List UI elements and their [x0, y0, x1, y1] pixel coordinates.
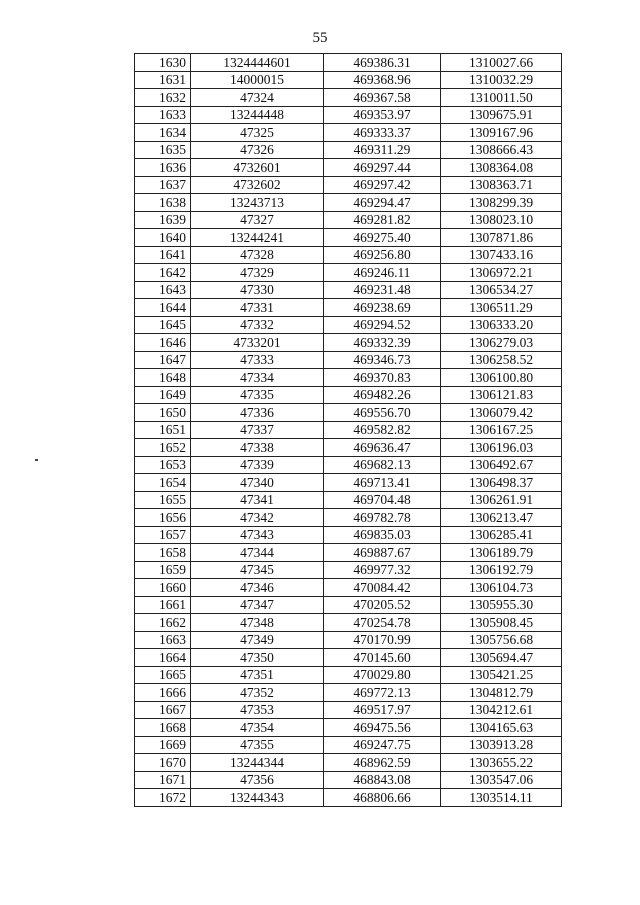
point-code-cell: 47326	[191, 141, 324, 159]
table-row	[135, 89, 562, 107]
table-row	[135, 596, 562, 614]
table-row	[135, 316, 562, 334]
x-coordinate-cell: 468806.66	[324, 789, 441, 807]
point-number-cell: 1647	[135, 351, 191, 369]
point-code-cell: 47354	[191, 719, 324, 737]
point-number-cell: 1660	[135, 579, 191, 597]
point-code-cell: 47334	[191, 369, 324, 387]
point-code-cell: 4732602	[191, 176, 324, 194]
x-coordinate-cell: 469782.78	[324, 509, 441, 527]
table-row	[135, 334, 562, 352]
x-coordinate-cell: 470254.78	[324, 614, 441, 632]
y-coordinate-cell: 1306279.03	[441, 334, 562, 352]
point-number-cell: 1633	[135, 106, 191, 124]
y-coordinate-cell: 1303655.22	[441, 754, 562, 772]
y-coordinate-cell: 1308364.08	[441, 159, 562, 177]
x-coordinate-cell: 469311.29	[324, 141, 441, 159]
point-code-cell: 47335	[191, 386, 324, 404]
y-coordinate-cell: 1303913.28	[441, 736, 562, 754]
table-row	[135, 229, 562, 247]
x-coordinate-cell: 469556.70	[324, 404, 441, 422]
point-code-cell: 47332	[191, 316, 324, 334]
x-coordinate-cell: 469582.82	[324, 421, 441, 439]
point-number-cell: 1643	[135, 281, 191, 299]
point-number-cell: 1645	[135, 316, 191, 334]
table-row	[135, 561, 562, 579]
point-code-cell: 47344	[191, 544, 324, 562]
x-coordinate-cell: 469977.32	[324, 561, 441, 579]
point-code-cell: 13244344	[191, 754, 324, 772]
point-number-cell: 1652	[135, 439, 191, 457]
point-number-cell: 1655	[135, 491, 191, 509]
y-coordinate-cell: 1305756.68	[441, 631, 562, 649]
x-coordinate-cell: 468962.59	[324, 754, 441, 772]
point-number-cell: 1669	[135, 736, 191, 754]
point-number-cell: 1662	[135, 614, 191, 632]
point-code-cell: 47327	[191, 211, 324, 229]
x-coordinate-cell: 469367.58	[324, 89, 441, 107]
y-coordinate-cell: 1307433.16	[441, 246, 562, 264]
point-number-cell: 1663	[135, 631, 191, 649]
x-coordinate-cell: 469238.69	[324, 299, 441, 317]
coordinates-table-body	[135, 54, 562, 807]
y-coordinate-cell: 1303547.06	[441, 771, 562, 789]
point-number-cell: 1657	[135, 526, 191, 544]
x-coordinate-cell: 469246.11	[324, 264, 441, 282]
point-number-cell: 1672	[135, 789, 191, 807]
y-coordinate-cell: 1306534.27	[441, 281, 562, 299]
x-coordinate-cell: 470170.99	[324, 631, 441, 649]
y-coordinate-cell: 1308363.71	[441, 176, 562, 194]
y-coordinate-cell: 1305694.47	[441, 649, 562, 667]
point-code-cell: 47324	[191, 89, 324, 107]
point-code-cell: 13243713	[191, 194, 324, 212]
y-coordinate-cell: 1310027.66	[441, 54, 562, 72]
x-coordinate-cell: 469247.75	[324, 736, 441, 754]
y-coordinate-cell: 1306285.41	[441, 526, 562, 544]
point-code-cell: 47325	[191, 124, 324, 142]
x-coordinate-cell: 469297.42	[324, 176, 441, 194]
y-coordinate-cell: 1306492.67	[441, 456, 562, 474]
point-number-cell: 1631	[135, 71, 191, 89]
x-coordinate-cell: 469333.37	[324, 124, 441, 142]
y-coordinate-cell: 1306258.52	[441, 351, 562, 369]
y-coordinate-cell: 1306167.25	[441, 421, 562, 439]
point-code-cell: 13244343	[191, 789, 324, 807]
x-coordinate-cell: 470205.52	[324, 596, 441, 614]
table-row	[135, 701, 562, 719]
point-code-cell: 47338	[191, 439, 324, 457]
point-code-cell: 47350	[191, 649, 324, 667]
x-coordinate-cell: 468843.08	[324, 771, 441, 789]
y-coordinate-cell: 1306100.80	[441, 369, 562, 387]
x-coordinate-cell: 469346.73	[324, 351, 441, 369]
point-number-cell: 1649	[135, 386, 191, 404]
y-coordinate-cell: 1310011.50	[441, 89, 562, 107]
point-code-cell: 13244448	[191, 106, 324, 124]
point-code-cell: 47333	[191, 351, 324, 369]
table-row	[135, 421, 562, 439]
y-coordinate-cell: 1306121.83	[441, 386, 562, 404]
y-coordinate-cell: 1306189.79	[441, 544, 562, 562]
table-row	[135, 124, 562, 142]
x-coordinate-cell: 469332.39	[324, 334, 441, 352]
table-row	[135, 299, 562, 317]
point-number-cell: 1668	[135, 719, 191, 737]
y-coordinate-cell: 1306498.37	[441, 474, 562, 492]
y-coordinate-cell: 1303514.11	[441, 789, 562, 807]
y-coordinate-cell: 1308023.10	[441, 211, 562, 229]
y-coordinate-cell: 1309675.91	[441, 106, 562, 124]
point-code-cell: 4732601	[191, 159, 324, 177]
x-coordinate-cell: 469275.40	[324, 229, 441, 247]
table-row	[135, 456, 562, 474]
x-coordinate-cell: 469294.52	[324, 316, 441, 334]
point-code-cell: 47337	[191, 421, 324, 439]
table-row	[135, 281, 562, 299]
point-code-cell: 47346	[191, 579, 324, 597]
x-coordinate-cell: 469256.80	[324, 246, 441, 264]
point-number-cell: 1642	[135, 264, 191, 282]
point-number-cell: 1635	[135, 141, 191, 159]
point-code-cell: 47355	[191, 736, 324, 754]
coordinates-table	[134, 53, 562, 807]
table-row	[135, 649, 562, 667]
y-coordinate-cell: 1309167.96	[441, 124, 562, 142]
table-row	[135, 176, 562, 194]
table-row	[135, 754, 562, 772]
x-coordinate-cell: 469368.96	[324, 71, 441, 89]
x-coordinate-cell: 469682.13	[324, 456, 441, 474]
x-coordinate-cell: 469636.47	[324, 439, 441, 457]
table-row	[135, 684, 562, 702]
point-code-cell: 47339	[191, 456, 324, 474]
y-coordinate-cell: 1305955.30	[441, 596, 562, 614]
table-row	[135, 631, 562, 649]
y-coordinate-cell: 1305908.45	[441, 614, 562, 632]
table-row	[135, 789, 562, 807]
table-row	[135, 579, 562, 597]
table-row	[135, 386, 562, 404]
point-number-cell: 1670	[135, 754, 191, 772]
point-number-cell: 1638	[135, 194, 191, 212]
table-row	[135, 159, 562, 177]
x-coordinate-cell: 470084.42	[324, 579, 441, 597]
point-code-cell: 47353	[191, 701, 324, 719]
point-number-cell: 1644	[135, 299, 191, 317]
y-coordinate-cell: 1304212.61	[441, 701, 562, 719]
table-row	[135, 211, 562, 229]
y-coordinate-cell: 1310032.29	[441, 71, 562, 89]
point-code-cell: 47329	[191, 264, 324, 282]
table-row	[135, 194, 562, 212]
table-row	[135, 771, 562, 789]
x-coordinate-cell: 470029.80	[324, 666, 441, 684]
y-coordinate-cell: 1306192.79	[441, 561, 562, 579]
table-row	[135, 264, 562, 282]
x-coordinate-cell: 469713.41	[324, 474, 441, 492]
table-row	[135, 491, 562, 509]
y-coordinate-cell: 1306511.29	[441, 299, 562, 317]
point-code-cell: 47340	[191, 474, 324, 492]
point-code-cell: 13244241	[191, 229, 324, 247]
point-number-cell: 1639	[135, 211, 191, 229]
point-code-cell: 1324444601	[191, 54, 324, 72]
y-coordinate-cell: 1306079.42	[441, 404, 562, 422]
point-code-cell: 47342	[191, 509, 324, 527]
point-code-cell: 47331	[191, 299, 324, 317]
table-row	[135, 544, 562, 562]
point-code-cell: 47352	[191, 684, 324, 702]
table-row	[135, 71, 562, 89]
point-code-cell: 47349	[191, 631, 324, 649]
point-number-cell: 1641	[135, 246, 191, 264]
table-row	[135, 369, 562, 387]
y-coordinate-cell: 1304165.63	[441, 719, 562, 737]
x-coordinate-cell: 469231.48	[324, 281, 441, 299]
table-row	[135, 614, 562, 632]
y-coordinate-cell: 1308299.39	[441, 194, 562, 212]
point-number-cell: 1653	[135, 456, 191, 474]
point-number-cell: 1634	[135, 124, 191, 142]
point-number-cell: 1665	[135, 666, 191, 684]
x-coordinate-cell: 469281.82	[324, 211, 441, 229]
table-row	[135, 526, 562, 544]
point-number-cell: 1659	[135, 561, 191, 579]
table-row	[135, 404, 562, 422]
point-code-cell: 4733201	[191, 334, 324, 352]
point-number-cell: 1666	[135, 684, 191, 702]
point-number-cell: 1637	[135, 176, 191, 194]
x-coordinate-cell: 469475.56	[324, 719, 441, 737]
table-row	[135, 719, 562, 737]
point-number-cell: 1636	[135, 159, 191, 177]
point-number-cell: 1656	[135, 509, 191, 527]
y-coordinate-cell: 1306333.20	[441, 316, 562, 334]
y-coordinate-cell: 1304812.79	[441, 684, 562, 702]
y-coordinate-cell: 1306196.03	[441, 439, 562, 457]
x-coordinate-cell: 469370.83	[324, 369, 441, 387]
point-code-cell: 47348	[191, 614, 324, 632]
x-coordinate-cell: 469297.44	[324, 159, 441, 177]
y-coordinate-cell: 1308666.43	[441, 141, 562, 159]
point-number-cell: 1646	[135, 334, 191, 352]
x-coordinate-cell: 469517.97	[324, 701, 441, 719]
point-code-cell: 14000015	[191, 71, 324, 89]
point-code-cell: 47351	[191, 666, 324, 684]
point-number-cell: 1651	[135, 421, 191, 439]
x-coordinate-cell: 469386.31	[324, 54, 441, 72]
point-number-cell: 1664	[135, 649, 191, 667]
x-coordinate-cell: 469482.26	[324, 386, 441, 404]
point-number-cell: 1667	[135, 701, 191, 719]
table-row	[135, 509, 562, 527]
point-code-cell: 47341	[191, 491, 324, 509]
table-row	[135, 351, 562, 369]
x-coordinate-cell: 469294.47	[324, 194, 441, 212]
point-number-cell: 1632	[135, 89, 191, 107]
x-coordinate-cell: 469353.97	[324, 106, 441, 124]
y-coordinate-cell: 1305421.25	[441, 666, 562, 684]
point-code-cell: 47345	[191, 561, 324, 579]
table-row	[135, 54, 562, 72]
table-row	[135, 106, 562, 124]
page-number: 55	[312, 30, 328, 46]
x-coordinate-cell: 469704.48	[324, 491, 441, 509]
table-row	[135, 736, 562, 754]
x-coordinate-cell: 470145.60	[324, 649, 441, 667]
point-number-cell: 1640	[135, 229, 191, 247]
point-code-cell: 47347	[191, 596, 324, 614]
point-number-cell: 1661	[135, 596, 191, 614]
table-row	[135, 141, 562, 159]
stray-mark	[35, 459, 38, 461]
point-number-cell: 1648	[135, 369, 191, 387]
table-row	[135, 439, 562, 457]
point-number-cell: 1630	[135, 54, 191, 72]
table-row	[135, 474, 562, 492]
point-number-cell: 1654	[135, 474, 191, 492]
point-number-cell: 1658	[135, 544, 191, 562]
table-row	[135, 246, 562, 264]
point-code-cell: 47330	[191, 281, 324, 299]
point-code-cell: 47343	[191, 526, 324, 544]
y-coordinate-cell: 1306213.47	[441, 509, 562, 527]
point-code-cell: 47356	[191, 771, 324, 789]
x-coordinate-cell: 469887.67	[324, 544, 441, 562]
y-coordinate-cell: 1307871.86	[441, 229, 562, 247]
point-code-cell: 47336	[191, 404, 324, 422]
point-number-cell: 1671	[135, 771, 191, 789]
point-code-cell: 47328	[191, 246, 324, 264]
x-coordinate-cell: 469835.03	[324, 526, 441, 544]
y-coordinate-cell: 1306104.73	[441, 579, 562, 597]
point-number-cell: 1650	[135, 404, 191, 422]
x-coordinate-cell: 469772.13	[324, 684, 441, 702]
y-coordinate-cell: 1306972.21	[441, 264, 562, 282]
table-row	[135, 666, 562, 684]
y-coordinate-cell: 1306261.91	[441, 491, 562, 509]
